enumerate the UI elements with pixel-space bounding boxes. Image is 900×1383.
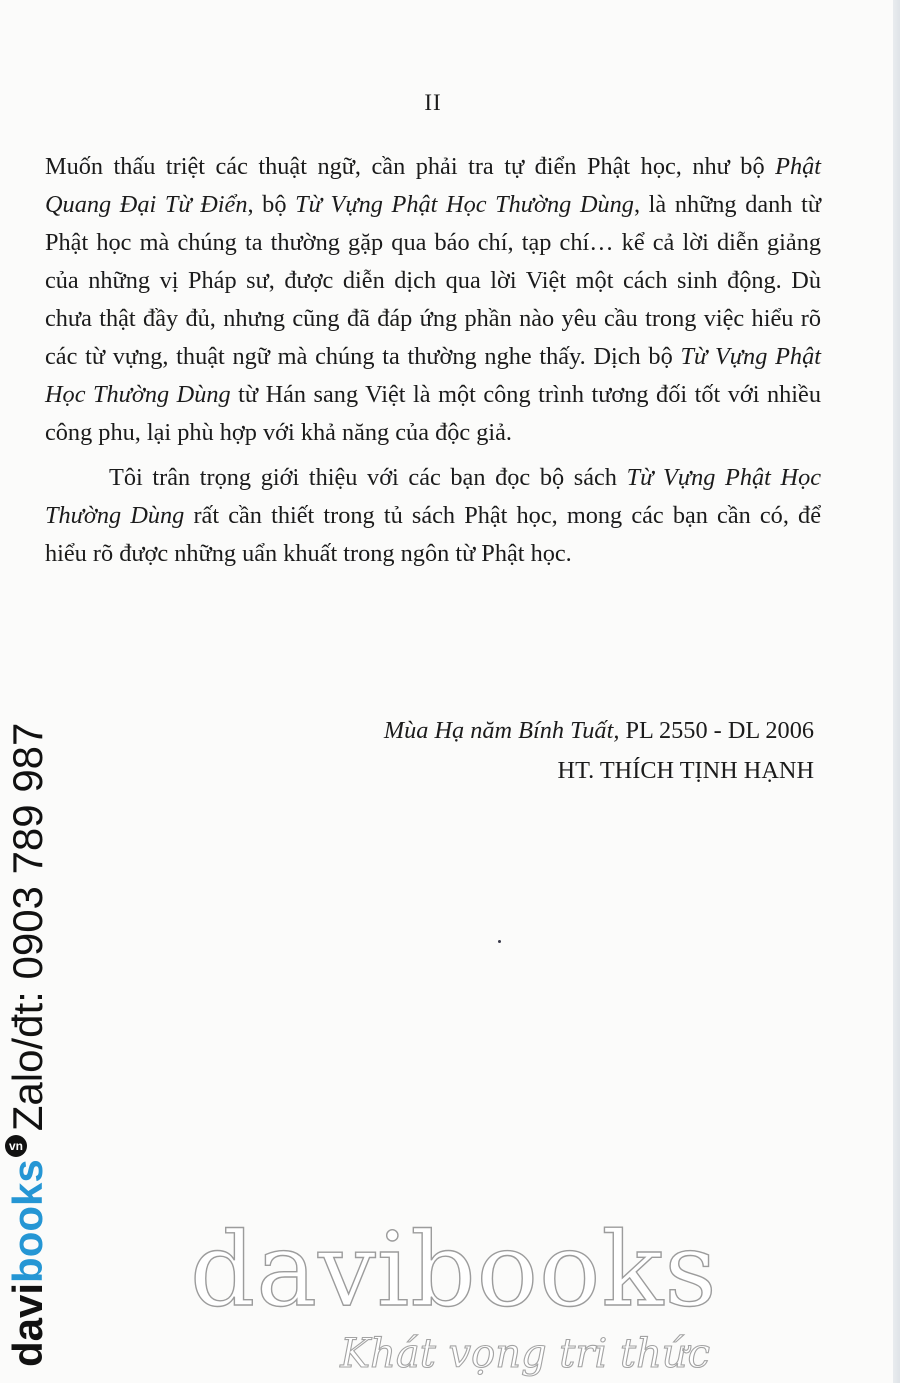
preface-body: [45, 148, 821, 573]
book-title-tu-vung: Từ Vựng Phật Học Thường Dùng: [295, 191, 634, 218]
side-contact: Zalo/đt: 0903 789 987: [4, 722, 51, 1132]
paragraph-2: [45, 459, 821, 573]
side-brand-davi: davi: [4, 1282, 51, 1367]
book-title-tu-vung-2: Từ Vựng Phật Học Thường Dùng: [45, 343, 821, 408]
signature-date-season: Mùa Hạ năm Bính Tuất,: [383, 717, 620, 744]
side-brand-books: books: [4, 1159, 51, 1283]
signature-date-years: PL 2550 - DL 2006: [619, 717, 814, 744]
signature-block: [384, 711, 814, 791]
signature-author: HT. THÍCH TỊNH HẠNH: [557, 757, 814, 784]
logo-word: davibooks: [190, 1211, 718, 1330]
book-title-tu-vung-3: Từ Vựng Phật Học Thường Dùng: [45, 464, 821, 529]
paragraph-1: [45, 148, 821, 452]
logo-tagline: Khát vọng tri thức: [340, 1331, 710, 1377]
signature-date: [384, 711, 814, 751]
paragraph-2-text-1: Tôi trân trọng giới thiệu với các bạn đọc bộ sách: [109, 464, 627, 491]
page-edge: [893, 0, 900, 1383]
ink-speck: [498, 940, 501, 943]
book-title-phat-quang: Phật Quang Đại Từ Điển: [45, 153, 821, 218]
paragraph-1-text-4: từ Hán sang Việt là một công trình tương đối tốt với nhiều công phu, lại phù hợp với khả năng của độc giả.: [45, 381, 821, 446]
paragraph-1-text-1: Muốn thấu triệt các thuật ngữ, cần phải tra tự điển Phật học, như bộ: [45, 153, 776, 180]
paragraph-2-text-2: rất cần thiết trong tủ sách Phật học, mong các bạn cần có, để hiểu rõ được những uẩn khuất trong ngôn từ Phật học.: [45, 502, 821, 567]
page-number: II: [424, 90, 442, 115]
side-watermark-text: [5, 723, 51, 1367]
logo-watermark: [190, 1211, 718, 1380]
paragraph-1-text-2: , bộ: [247, 191, 296, 218]
vn-badge-icon: vn: [5, 1135, 27, 1157]
paragraph-1-text-3: , là những danh từ Phật học mà chúng ta thường gặp qua báo chí, tạp chí… kể cả lời diễn giảng của những vị Pháp sư, được diễn dịch qua lời Việt một cách sinh động. Dù chưa thật đầy đủ, nhưng cũng đã đáp ứng phần nào yêu cầu trong việc hiểu rõ các từ vựng, thuật ngữ mà chúng ta thường nghe thấy. Dịch bộ: [45, 191, 821, 370]
side-watermark: [0, 577, 58, 1367]
